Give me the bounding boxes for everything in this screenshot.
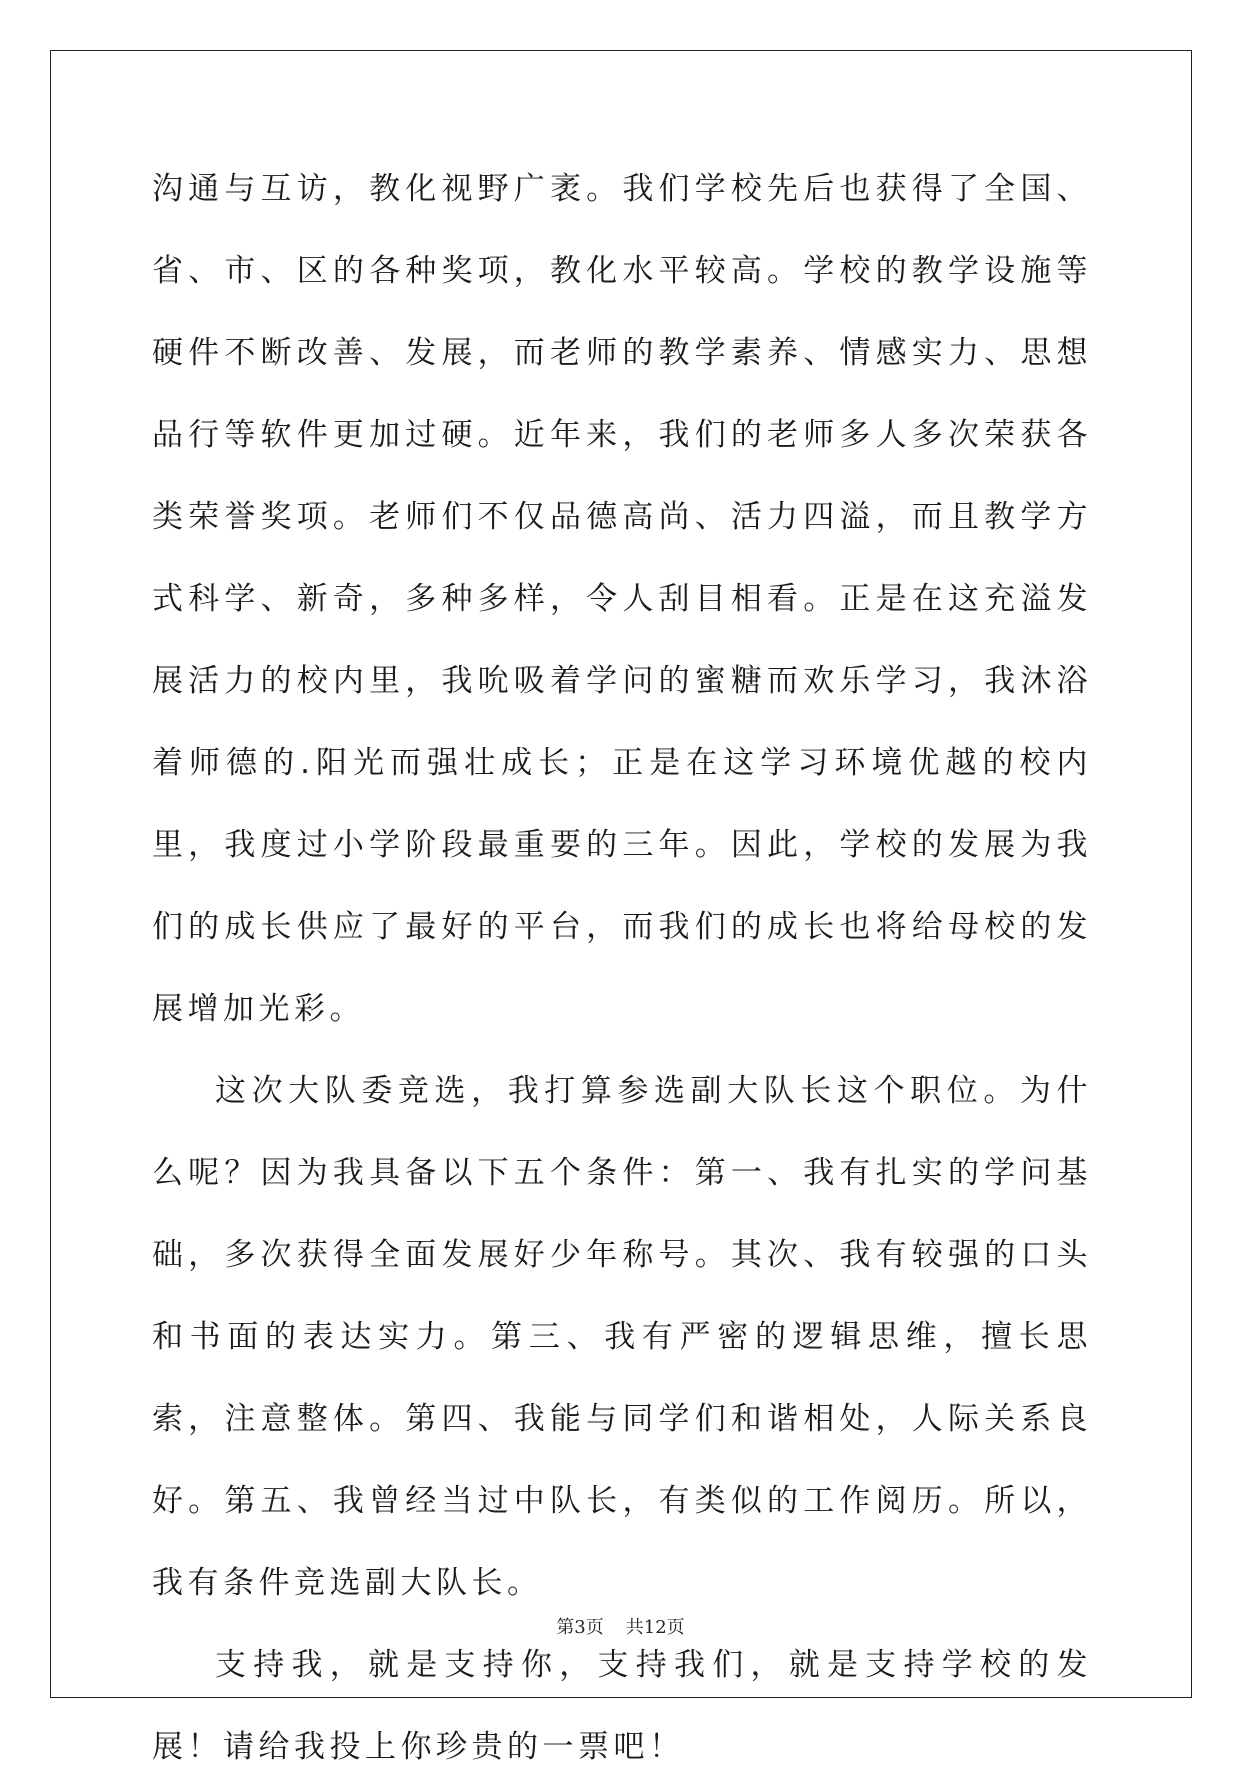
paragraph: 这次大队委竞选，我打算参选副大队长这个职位。为什么呢？因为我具备以下五个条件：第一、我有扎实的学问基础，多次获得全面发展好少年称号。其次、我有较强的口头和书面的表达实力。第三、我有严密的逻辑思维，擅长思索，注意整体。第四、我能与同学们和谐相处，人际关系良好。第五、我曾经当过中队长，有类似的工作阅历。所以，我有条件竞选副大队长。 xyxy=(152,1073,1092,1601)
page-footer xyxy=(0,1613,1241,1639)
page-number: 第3页 xyxy=(556,1617,604,1638)
document-body xyxy=(152,148,1092,1788)
paragraph: 沟通与互访，教化视野广袤。我们学校先后也获得了全国、省、市、区的各种奖项，教化水平较高。学校的教学设施等硬件不断改善、发展，而老师的教学素养、情感实力、思想品行等软件更加过硬。近年来，我们的老师多人多次荣获各类荣誉奖项。老师们不仅品德高尚、活力四溢，而且教学方式科学、新奇，多种多样，令人刮目相看。正是在这充溢发展活力的校内里，我吮吸着学问的蜜糖而欢乐学习，我沐浴着师德的.阳光而强壮成长；正是在这学习环境优越的校内里，我度过小学阶段最重要的三年。因此，学校的发展为我们的成长供应了最好的平台，而我们的成长也将给母校的发展增加光彩。 xyxy=(152,171,1092,1027)
page-total: 共12页 xyxy=(625,1617,685,1638)
paragraph: 支持我，就是支持你，支持我们，就是支持学校的发展！请给我投上你珍贵的一票吧！ xyxy=(152,1647,1092,1765)
